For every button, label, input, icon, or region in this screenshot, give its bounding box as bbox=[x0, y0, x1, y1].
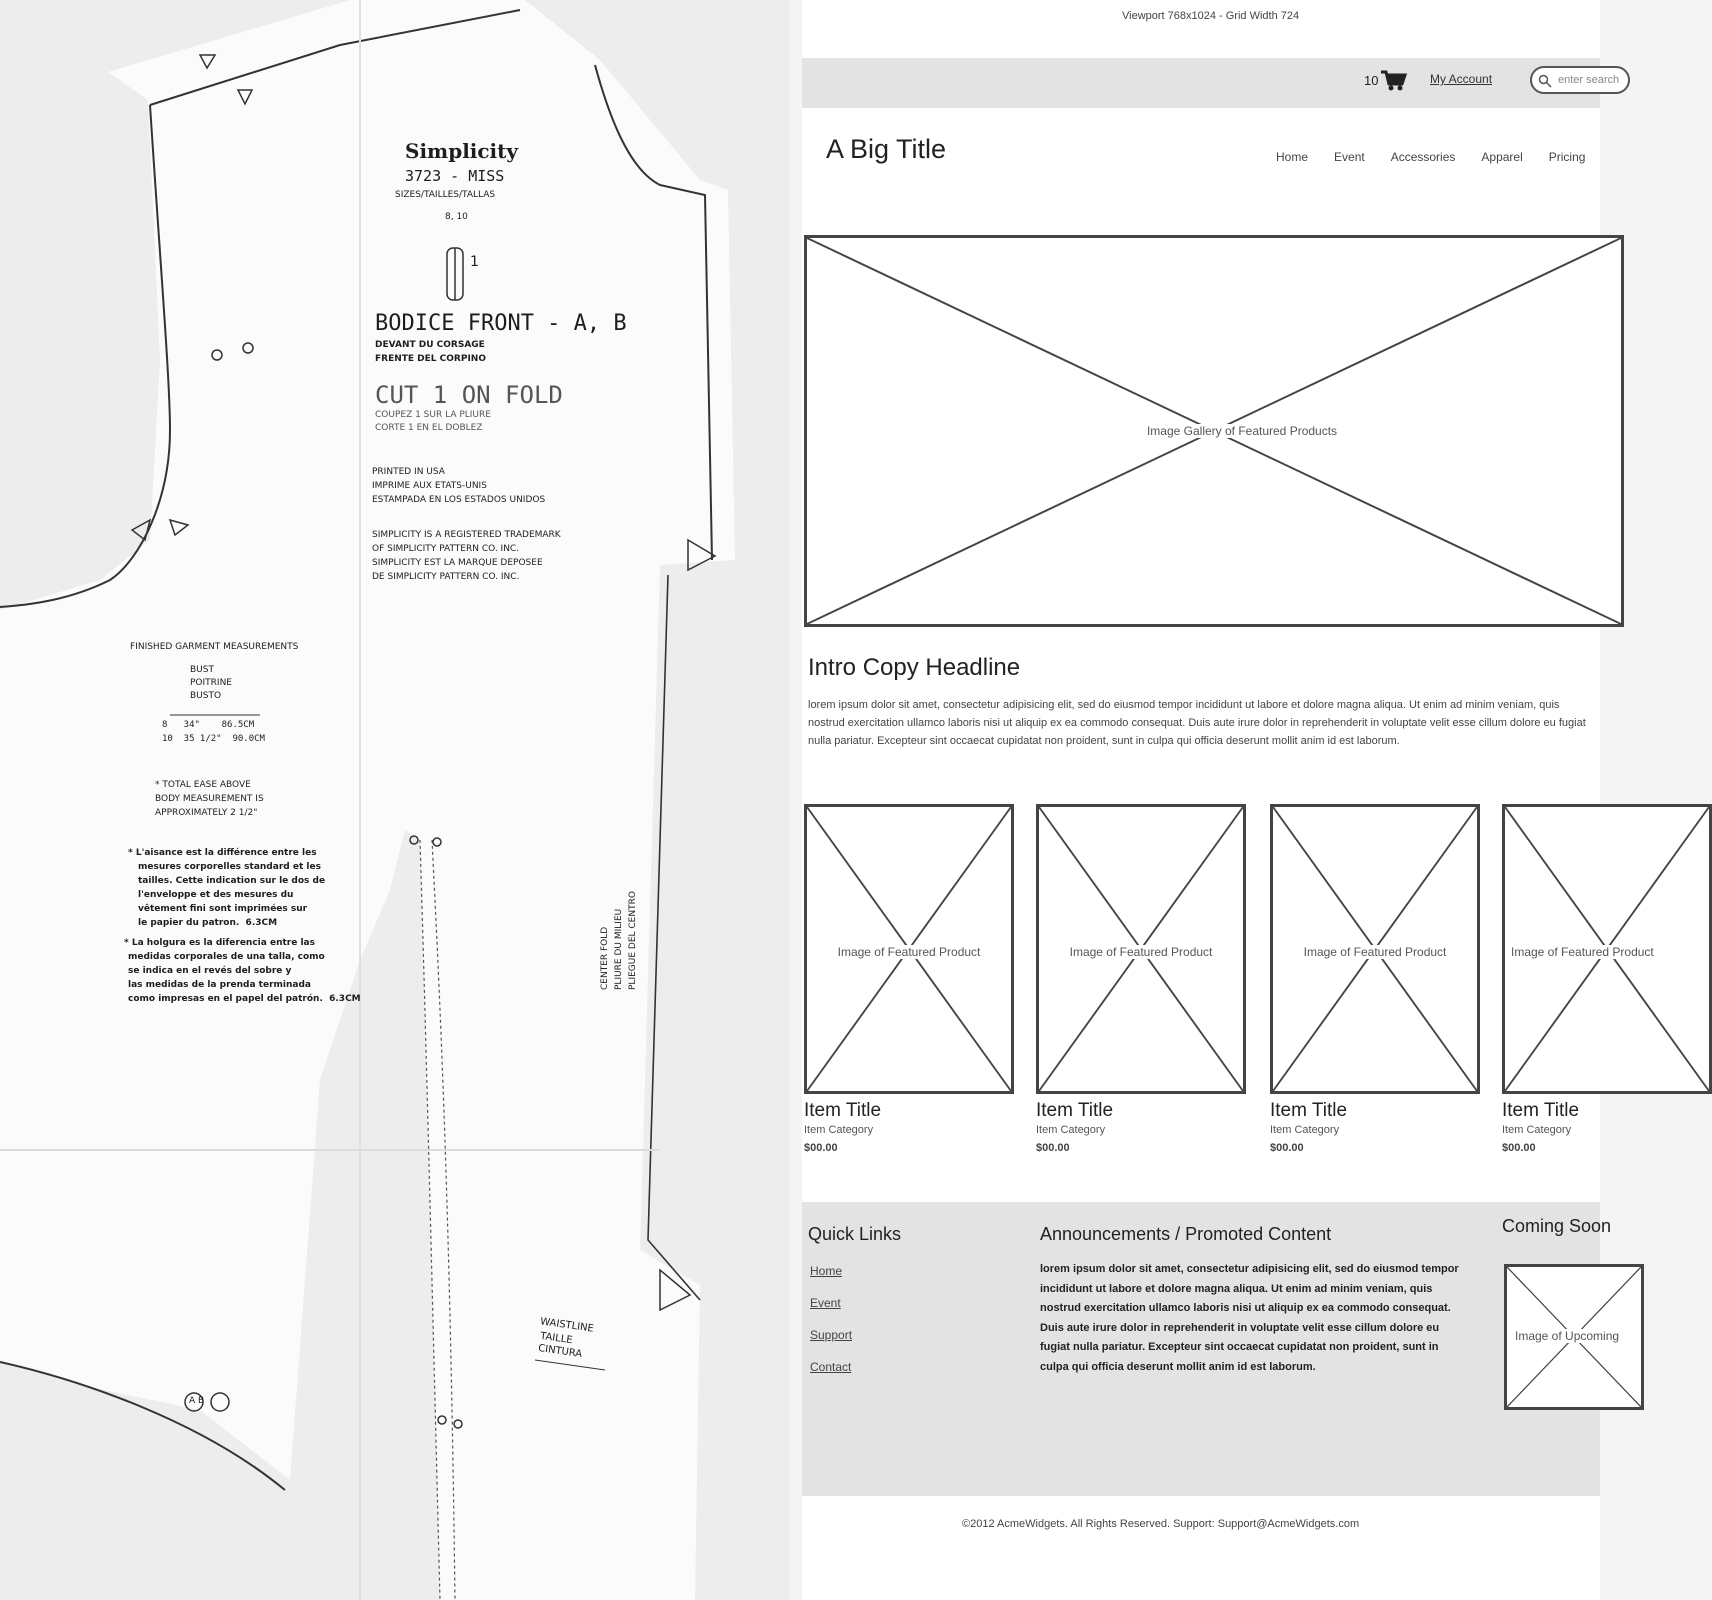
pattern-ease-note: BODY MEASUREMENT IS bbox=[155, 794, 264, 804]
product-price: $00.00 bbox=[1270, 1142, 1304, 1154]
coming-soon-image-placeholder[interactable] bbox=[1504, 1264, 1644, 1410]
pattern-measure-title: FINISHED GARMENT MEASUREMENTS bbox=[130, 642, 299, 652]
pattern-ease-fr: l'enveloppe et des mesures du bbox=[138, 890, 294, 900]
product-image-placeholder[interactable] bbox=[1036, 804, 1246, 1094]
announcements-body: lorem ipsum dolor sit amet, consectetur adipisicing elit, sed do eiusmod tempor incididunt ut labore et dolore magna aliqua. Ut enim ad minim veniam, quis nostrud exercitation ullamco laboris nisi ut aliquip ex ea commodo consequat. Duis aute irure dolor in reprehenderit in voluptate velit esse cillum dolore eu fugiat nulla pariatur. Excepteur sint occaecat cupidatat non proident, sunt in culpa qui officia deserunt mollit anim id est laborum. bbox=[1040, 1263, 1459, 1373]
pattern-center-fold: PLIEGUE DEL CENTRO bbox=[628, 891, 638, 990]
nav-item-event[interactable]: Event bbox=[1334, 150, 1365, 164]
product-card[interactable] bbox=[1502, 804, 1712, 1154]
pattern-ease-fr: vêtement fini sont imprimées sur bbox=[138, 904, 308, 914]
product-image-placeholder[interactable] bbox=[804, 804, 1014, 1094]
my-account-link[interactable]: My Account bbox=[1430, 72, 1493, 86]
pattern-trademark-line: DE SIMPLICITY PATTERN CO. INC. bbox=[372, 572, 520, 582]
pattern-ease-es: * La holgura es la diferencia entre las bbox=[124, 938, 315, 948]
pattern-cut-instruction: CUT 1 ON FOLD bbox=[375, 381, 563, 409]
intro-headline: Intro Copy Headline bbox=[808, 654, 1021, 681]
product-category: Item Category bbox=[1036, 1124, 1106, 1136]
pattern-piece-title-fr: DEVANT DU CORSAGE bbox=[375, 340, 485, 350]
pattern-waistline: TAILLE bbox=[539, 1330, 574, 1347]
product-price: $00.00 bbox=[1036, 1142, 1070, 1154]
product-title[interactable]: Item Title bbox=[1502, 1100, 1580, 1121]
product-category: Item Category bbox=[1502, 1124, 1572, 1136]
pattern-measure-row: 10 35 1/2" 90.0CM bbox=[162, 734, 265, 744]
sewing-pattern-photo bbox=[0, 0, 790, 1600]
pattern-waistline: WAISTLINE bbox=[539, 1316, 595, 1335]
product-price: $00.00 bbox=[1502, 1142, 1536, 1154]
quick-link-support[interactable]: Support bbox=[810, 1328, 853, 1342]
quick-links-title: Quick Links bbox=[808, 1224, 902, 1244]
website-wireframe bbox=[802, 0, 1654, 1600]
product-image-label: Image of Featured Product bbox=[1039, 945, 1243, 959]
viewport-note: Viewport 768x1024 - Grid Width 724 bbox=[1122, 10, 1300, 22]
search-icon bbox=[1538, 74, 1552, 93]
nav-item-accessories[interactable]: Accessories bbox=[1390, 150, 1456, 164]
pattern-view-marks: A B bbox=[189, 1396, 205, 1406]
pattern-piece-title-es: FRENTE DEL CORPINO bbox=[375, 354, 486, 364]
footer-content-band bbox=[802, 1202, 1620, 1496]
product-image-label: Image of Featured Product bbox=[1273, 945, 1477, 959]
site-title[interactable]: A Big Title bbox=[826, 134, 947, 164]
quick-link-event[interactable]: Event bbox=[810, 1296, 841, 1310]
intro-body: lorem ipsum dolor sit amet, consectetur adipisicing elit, sed do eiusmod tempor incididunt ut labore et dolore magna aliqua. Ut enim ad minim veniam, quis nostrud exercitation ullamco laboris nisi ut aliquip ex ea commodo consequat. Duis aute irure dolor in reprehenderit in voluptate velit esse cillum dolore eu fugiat nulla pariatur. Excepteur sint occaecat cupidatat non proident, sunt in culpa qui officia deserunt mollit anim id est laborum. bbox=[808, 699, 1586, 747]
pattern-trademark-line: OF SIMPLICITY PATTERN CO. INC. bbox=[372, 544, 520, 554]
pattern-measure-label: BUSTO bbox=[190, 691, 222, 701]
pattern-ease-es: se indica en el revés del sobre y bbox=[128, 966, 292, 976]
product-image-label: Image of Featured Product bbox=[1505, 945, 1709, 959]
coming-soon-image-label: Image of Upcoming bbox=[1507, 1329, 1641, 1343]
pattern-brand: Simplicity bbox=[405, 139, 519, 163]
pattern-ease-es: las medidas de la prenda terminada bbox=[128, 980, 311, 990]
nav-item-pricing[interactable]: Pricing bbox=[1548, 150, 1586, 164]
pattern-ease-es: como impresas en el papel del patrón. 6.3CM bbox=[128, 994, 361, 1004]
utility-bar bbox=[802, 58, 1620, 108]
pattern-ease-fr: mesures corporelles standard et les bbox=[138, 862, 321, 872]
product-title[interactable]: Item Title bbox=[1036, 1100, 1114, 1121]
product-card[interactable] bbox=[1036, 804, 1246, 1154]
pattern-cut-instruction-fr: COUPEZ 1 SUR LA PLIURE bbox=[375, 410, 491, 420]
nav-item-apparel[interactable]: Apparel bbox=[1481, 150, 1523, 164]
nav-item-home[interactable]: Home bbox=[1276, 150, 1309, 164]
announcements-title: Announcements / Promoted Content bbox=[1040, 1224, 1332, 1244]
notch bbox=[132, 520, 150, 540]
pattern-piece-outline bbox=[0, 0, 790, 1600]
pattern-measure-row: 8 34" 86.5CM bbox=[162, 720, 255, 730]
pattern-waistline: CINTURA bbox=[537, 1342, 583, 1361]
pattern-piece-number: 1 bbox=[470, 254, 479, 270]
armhole-curve bbox=[0, 105, 170, 607]
pattern-ease-fr: * L'aisance est la différence entre les bbox=[128, 848, 317, 858]
pattern-printed-line: PRINTED IN USA bbox=[372, 467, 445, 477]
footer-copyright: ©2012 AcmeWidgets. All Rights Reserved. Support: Support@AcmeWidgets.com bbox=[962, 1518, 1360, 1530]
product-card[interactable] bbox=[804, 804, 1014, 1154]
product-category: Item Category bbox=[804, 1124, 874, 1136]
pattern-measure-label: POITRINE bbox=[190, 678, 232, 688]
pattern-ease-fr: tailles. Cette indication sur le dos de bbox=[138, 876, 326, 886]
pattern-trademark-line: SIMPLICITY EST LA MARQUE DEPOSEE bbox=[372, 558, 543, 568]
pattern-printed-line: IMPRIME AUX ETATS-UNIS bbox=[372, 481, 487, 491]
cart-icon[interactable] bbox=[1380, 70, 1406, 97]
product-card[interactable] bbox=[1270, 804, 1480, 1154]
main-nav bbox=[1276, 150, 1585, 164]
quick-link-contact[interactable]: Contact bbox=[810, 1360, 852, 1374]
product-category: Item Category bbox=[1270, 1124, 1340, 1136]
pattern-center-fold: CENTER FOLD bbox=[600, 926, 610, 990]
pattern-measure-label: BUST bbox=[190, 665, 214, 675]
pattern-cut-instruction-es: CORTE 1 EN EL DOBLEZ bbox=[375, 423, 483, 433]
pattern-ease-note: APPROXIMATELY 2 1/2" bbox=[155, 808, 258, 818]
pattern-ease-fr: le papier du patron. 6.3CM bbox=[138, 918, 278, 928]
pattern-trademark-line: SIMPLICITY IS A REGISTERED TRADEMARK bbox=[372, 530, 561, 540]
pattern-center-fold: PLIURE DU MILIEU bbox=[614, 908, 624, 990]
quick-link-home[interactable]: Home bbox=[810, 1264, 843, 1278]
pattern-ease-note: * TOTAL EASE ABOVE bbox=[155, 780, 251, 790]
product-price: $00.00 bbox=[804, 1142, 838, 1154]
coming-soon-title: Coming Soon bbox=[1502, 1216, 1612, 1236]
quick-links-list bbox=[810, 1264, 852, 1392]
product-title[interactable]: Item Title bbox=[804, 1100, 882, 1121]
pattern-number: 3723 - MISS bbox=[405, 167, 505, 185]
pattern-printed-line: ESTAMPADA EN LOS ESTADOS UNIDOS bbox=[372, 495, 546, 505]
marking-dot bbox=[410, 836, 418, 844]
pattern-paper-left bbox=[0, 0, 735, 1600]
cart-count: 10 bbox=[1364, 73, 1379, 88]
pattern-ease-es: medidas corporales de una talla, como bbox=[128, 952, 325, 962]
search-input[interactable]: enter search bbox=[1530, 66, 1630, 94]
product-image-placeholder[interactable] bbox=[1270, 804, 1480, 1094]
product-image-label: Image of Featured Product bbox=[807, 945, 1011, 959]
pattern-sizes-value: 8, 10 bbox=[445, 212, 468, 222]
hero-image-label: Image Gallery of Featured Products bbox=[1107, 424, 1377, 438]
pattern-sizes-label: SIZES/TAILLES/TALLAS bbox=[395, 190, 496, 200]
hero-image-placeholder[interactable] bbox=[804, 235, 1624, 627]
product-title[interactable]: Item Title bbox=[1270, 1100, 1348, 1121]
pattern-piece-title: BODICE FRONT - A, B bbox=[375, 311, 627, 336]
product-image-placeholder[interactable] bbox=[1502, 804, 1712, 1094]
